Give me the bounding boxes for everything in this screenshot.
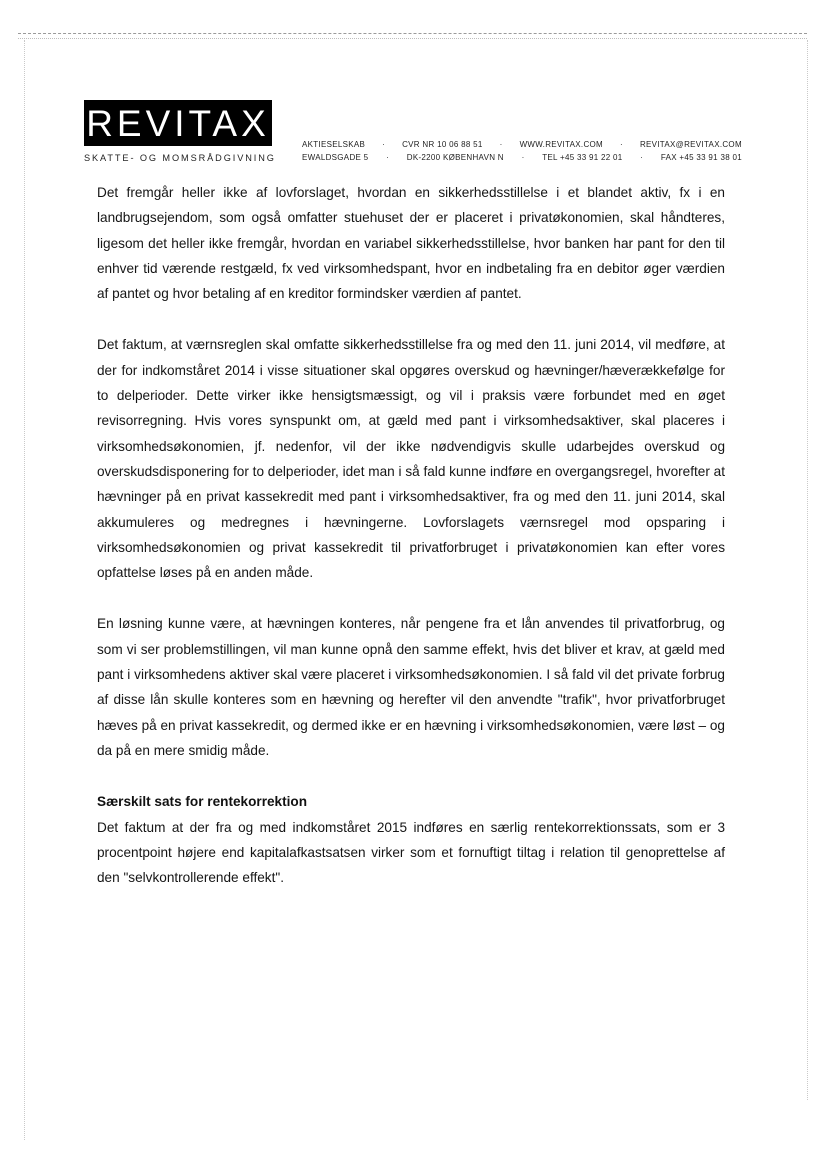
postal-city: DK-2200 KØBENHAVN N — [406, 153, 504, 162]
street-address: EWALDSGADE 5 — [302, 153, 369, 162]
company-type: AKTIESELSKAB — [302, 140, 366, 149]
paragraph-rate-correction: Det faktum at der fra og med indkomståret 2015 indføres en særlig rentekorrektionssats, som er 3 procentpoint højere end kapitalafkastsatsen virker som et fornuftigt tiltag i relation til genoprettelse af den "selvkontrollerende effekt". — [97, 819, 725, 886]
separator-dot: · — [499, 140, 503, 149]
fax: FAX +45 33 91 38 01 — [660, 153, 742, 162]
scan-border-top — [18, 33, 807, 39]
phone: TEL +45 33 91 22 01 — [542, 153, 623, 162]
contact-line-1 — [302, 140, 742, 149]
cvr-number: CVR NR 10 06 88 51 — [402, 140, 483, 149]
paragraph-mixed-asset: Det fremgår heller ikke af lovforslaget, hvordan en sikkerhedsstillelse i et blandet aktiv, fx i en landbrugsejendom, som også omfatter stuehuset der er placeret i privatøkonomien, skal håndteres, ligesom det heller ikke fremgår, hvordan en variabel sikkerhedsstillelse, hvor banken har pant for den til enhver tid værende restgæld, fx ved virksomhedspant, hvor en indbetaling fra en debitor øger værdien af pantet og hvor betaling af en kreditor formindsker værdien af pantet. — [97, 185, 725, 302]
separator-dot: · — [382, 140, 386, 149]
separator-dot: · — [640, 153, 644, 162]
company-logo — [84, 100, 272, 146]
email: REVITAX@REVITAX.COM — [639, 140, 742, 149]
separator-dot: · — [620, 140, 623, 149]
contact-line-2 — [302, 153, 742, 162]
scan-border-left — [24, 40, 25, 1140]
section-heading: Særskilt sats for rentekorrektion — [97, 794, 308, 810]
company-tagline: SKATTE- OG MOMSRÅDGIVNING — [84, 153, 276, 163]
website: WWW.REVITAX.COM — [519, 140, 604, 149]
separator-dot: · — [386, 153, 390, 162]
scan-border-right — [807, 40, 808, 1100]
paragraph-solution: En løsning kunne være, at hævningen konteres, når pengene fra et lån anvendes til privatforbrug, og som vi ser problemstillingen, vil man kunne opnå den samme effekt, hvis det bliver et krav, at gæld med pant i virksomhedens aktiver skal være placeret i virksomhedsøkonomien. I så fald vil det private forbrug af disse lån skulle konteres som en hævning og herefter vil den anvendte "trafik", hvor privatforbruget hæves på en privat kassekredit, og dermed ikke er en hævning i virksomhedsøkonomien, være løst – og da på en mere smidig måde. — [97, 616, 725, 758]
separator-dot: · — [521, 153, 525, 162]
document-body — [97, 180, 725, 916]
paragraph-june-2014: Det faktum, at værnsreglen skal omfatte sikkerhedsstillelse fra og med den 11. juni 2014, vil medføre, at der for indkomståret 2014 i visse situationer skal opgøres overskud og hævninger/hæverækkefølge for to delperioder. Dette virker ikke hensigtsmæssigt, og vil i praksis være forbundet med en øget revisorregning. Hvis vores synspunkt om, at gæld med pant i virksomhedsaktiver, skal placeres i virksomhedsøkonomien, jf. nedenfor, vil der ikke nødvendigvis skulle udarbejdes overskud og overskudsdisponering for to delperioder, idet man i så fald kunne indføre en overgangsregel, hvorefter at hævninger på en privat kassekredit med pant i virksomhedsaktiver, fra og med den 11. juni 2014, skal akkumuleres og medregnes i hævningerne. Lovforslagets værnsregel mod opsparing i virksomhedsøkonomien og privat kassekredit til privatforbruget i privatøkonomien kan efter vores opfattelse løses på en anden måde. — [97, 337, 725, 581]
logo-text: REVITAX — [86, 102, 270, 144]
